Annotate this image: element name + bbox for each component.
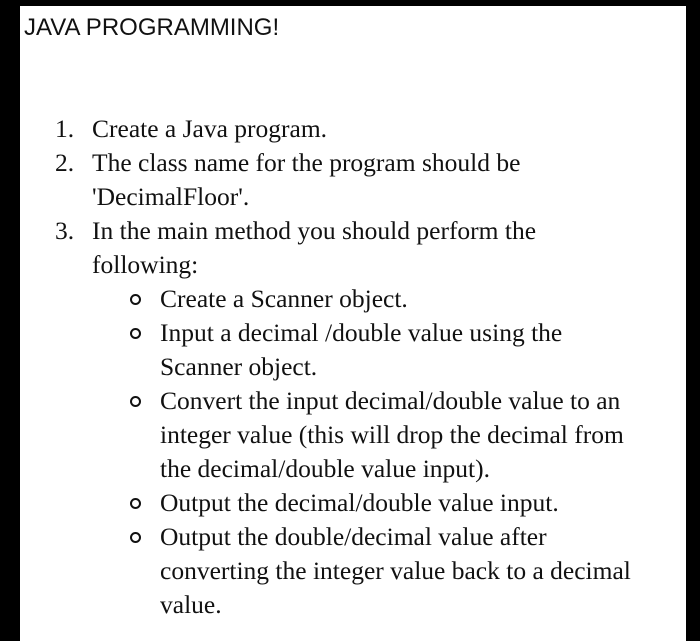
step-line: 'DecimalFloor'. — [92, 182, 250, 211]
substep-line: integer value (this will drop the decimal from — [160, 420, 624, 449]
substep — [20, 486, 686, 520]
step-line: Create a Java program. — [92, 114, 328, 143]
document-page — [20, 6, 686, 641]
substep — [20, 282, 686, 316]
step-number: 3. — [55, 216, 75, 245]
substep-line: Scanner object. — [160, 352, 318, 381]
substep-line: Convert the input decimal/double value to an — [160, 386, 621, 415]
substep — [20, 316, 686, 384]
substep-line: Output the decimal/double value input. — [160, 488, 559, 517]
substep-line: Create a Scanner object. — [160, 284, 408, 313]
substep-line: the decimal/double value input). — [160, 454, 490, 483]
circle-bullet-icon — [130, 532, 141, 543]
substep-line: Input a decimal /double value using the — [160, 318, 563, 347]
substep-line: Output the double/decimal value after — [160, 522, 547, 551]
steps-list — [20, 112, 686, 622]
substep — [20, 520, 686, 622]
step-line: following: — [92, 250, 199, 279]
step-line: The class name for the program should be — [92, 148, 521, 177]
circle-bullet-icon — [130, 328, 141, 339]
step-3 — [20, 214, 686, 622]
circle-bullet-icon — [130, 294, 141, 305]
substep-line: value. — [160, 590, 222, 619]
circle-bullet-icon — [130, 498, 141, 509]
step-number: 1. — [55, 114, 75, 143]
substep-line: converting the integer value back to a decimal — [160, 556, 631, 585]
instructions — [20, 112, 686, 622]
step-number: 2. — [55, 148, 75, 177]
substep — [20, 384, 686, 486]
step-1 — [20, 112, 686, 146]
step-2 — [20, 146, 686, 214]
step-line: In the main method you should perform the — [92, 216, 537, 245]
circle-bullet-icon — [130, 396, 141, 407]
page-title: JAVA PROGRAMMING! — [24, 14, 280, 41]
substeps-list — [92, 282, 686, 622]
